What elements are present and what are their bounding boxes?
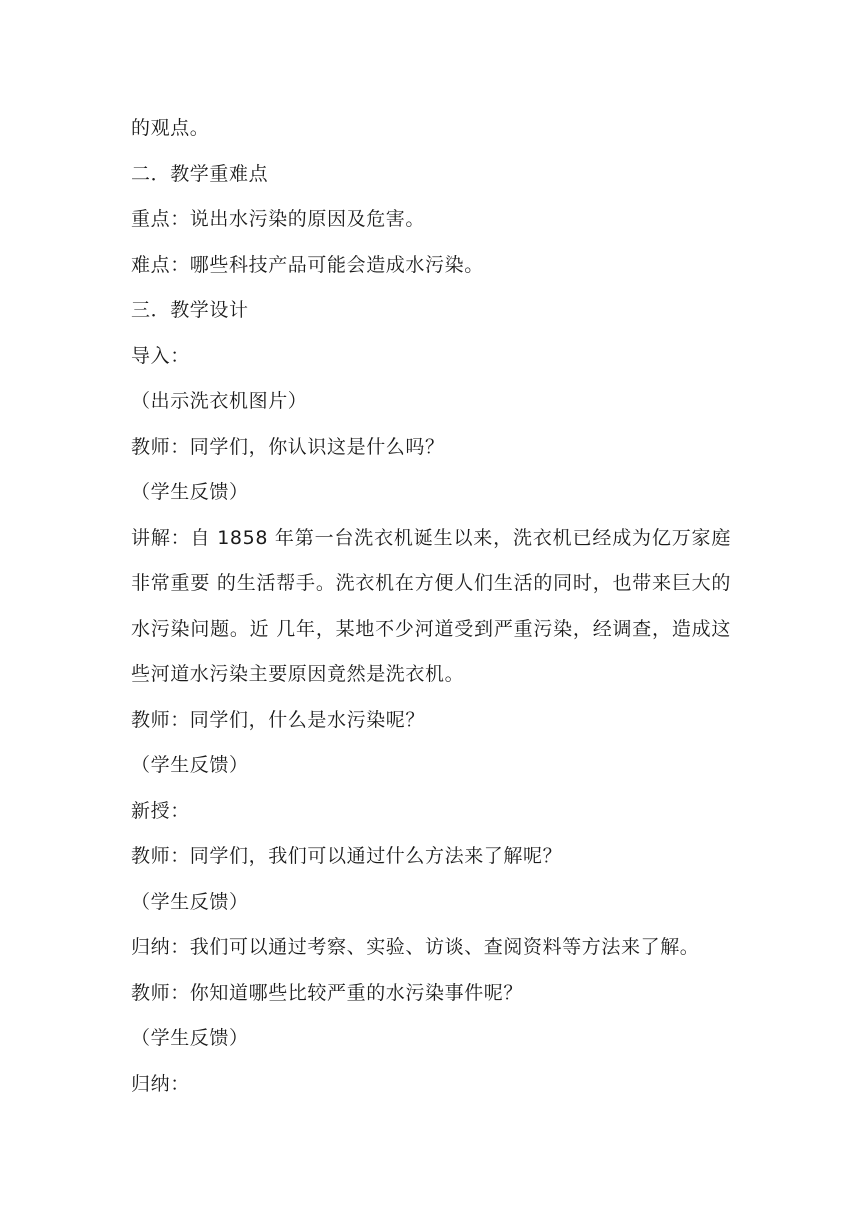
text-line: 的观点。: [131, 117, 210, 139]
text-line: （学生反馈）: [131, 481, 249, 503]
section-heading-design: 三．教学设计: [131, 299, 249, 321]
text-line: 重点：说出水污染的原因及危害。: [131, 208, 426, 230]
text-line: 难点：哪些科技产品可能会造成水污染。: [131, 253, 484, 276]
text-line: 归纳：: [131, 1072, 190, 1095]
section-heading-key-points: 二．教学重难点: [131, 162, 269, 185]
text-line: （学生反馈）: [131, 890, 249, 913]
text-line: 教师：同学们，我们可以通过什么方法来了解呢？: [131, 845, 563, 867]
text-line: 导入：: [131, 344, 190, 367]
lecture-paragraph: 讲解：自 1858 年第一台洗衣机诞生以来，洗衣机已经成为亿万家庭非常重要 的生活帮手。洗衣机在方便人们生活的同时，也带来巨大的水污染问题。近 几年，某地不少河道受到严重污染，经调查，造成这些河道水污染主要原因竟然是洗衣机。: [131, 526, 731, 685]
text-line: 归纳：我们可以通过考察、实验、访谈、查阅资料等方法来了解。: [131, 936, 700, 958]
text-line: （出示洗衣机图片）: [131, 390, 308, 412]
text-line: 教师：同学们，你认识这是什么吗？: [131, 435, 445, 458]
document-body: [131, 106, 731, 1107]
text-line: 新授：: [131, 799, 190, 822]
text-line: （学生反馈）: [131, 1027, 249, 1049]
text-line: （学生反馈）: [131, 754, 249, 776]
text-line: 教师：同学们，什么是水污染呢？: [131, 708, 426, 731]
text-line: 教师：你知道哪些比较严重的水污染事件呢？: [131, 981, 524, 1004]
